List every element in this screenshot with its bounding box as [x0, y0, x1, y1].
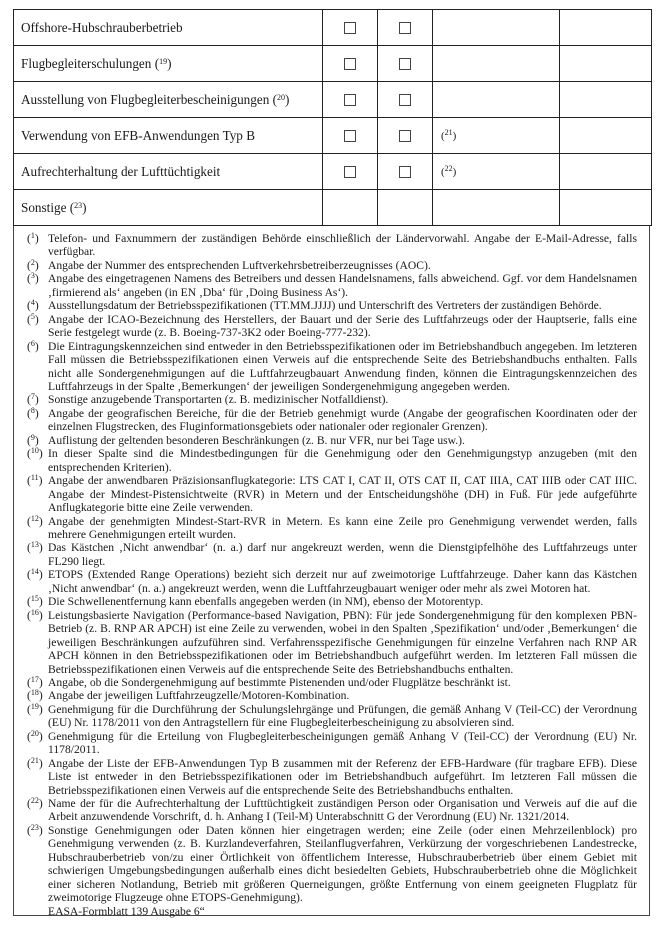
footnote-text: Telefon- und Faxnummern der zuständigen Behörde einschließlich der Ländervorwahl. Angabe der E-Mail-Adresse, falls verfügbar. — [48, 232, 637, 259]
checkbox-yes[interactable] — [344, 166, 356, 178]
table-row — [14, 118, 652, 154]
row-label: Ausstellung von Flugbegleiterbescheinigungen — [21, 91, 270, 107]
table-row — [14, 82, 652, 118]
footnote-text: Leistungsbasierte Navigation (Performance-based Navigation, PBN): Für jede Sondergenehmigung für den komplexen PBN-Betrieb (z. B. RNP AR APCH) ist eine Zeile zu verwenden, wobei in den Spalten ‚Spezifikation‘ und/oder ‚Bemerkungen‘ die jeweiligen Beschränkungen aufzuführen sind. Verfahrensspezifische Genehmigungen für einzelne Verfahren nach RNP AR APCH können in den Betriebsspezifikationen oder im Betriebshandbuch aufgeführt werden. Im letzteren Fall müssen die Betriebsspezifikationen einen Verweis auf die entsprechende Seite des Betriebshandbuchs enthalten. — [48, 608, 637, 676]
table-row — [14, 10, 652, 46]
footnote-item — [27, 609, 637, 676]
checkbox-no[interactable] — [399, 166, 411, 178]
specification-cell — [433, 190, 560, 226]
footnote-item — [27, 515, 637, 542]
row-label: Verwendung von EFB-Anwendungen Typ B — [21, 127, 255, 143]
footnote-number: ($^{12}$) — [27, 513, 43, 528]
footnotes-box — [13, 226, 650, 916]
footnote-number: ($^{11}$) — [27, 473, 43, 488]
footnote-number: ($^{22}$) — [27, 796, 43, 811]
footnote-text: Die Schwellenentfernung kann ebenfalls angegeben werden (in NM), ebenso der Motorentyp. — [48, 595, 484, 609]
footnote-item — [27, 272, 637, 299]
footnote-number: ($^{15}$) — [27, 594, 43, 609]
footnote-text: In dieser Spalte sind die Mindestbedingungen für die Genehmigung oder den Genehmigungstyp anzugeben (mit den entsprechenden Kriterien). — [48, 447, 637, 474]
checkbox-yes[interactable] — [344, 22, 356, 34]
footnote-number: ($^4$) — [27, 298, 39, 313]
checkbox-no[interactable] — [399, 22, 411, 34]
footnote-item — [27, 730, 637, 757]
footnote-text: Sonstige anzugebende Transportarten (z. B. medizinischer Notfalldienst). — [48, 393, 389, 407]
footnote-number: ($^{10}$) — [27, 446, 43, 461]
footnote-item — [27, 447, 637, 474]
remarks-cell — [560, 46, 652, 82]
footnote-text: Angabe der genehmigten Mindest-Start-RVR in Metern. Es kann eine Zeile pro Genehmigung verwendet werden, falls mehrere Genehmigungen erteilt wurden. — [48, 514, 637, 541]
checkbox-yes[interactable] — [344, 130, 356, 142]
footnote-item — [27, 541, 637, 568]
table-row — [14, 154, 652, 190]
footnote-number: ($^{16}$) — [27, 607, 43, 622]
row-label: Sonstige — [21, 199, 67, 215]
footnote-item — [27, 299, 637, 312]
footnote-ref: ($^{20}$) — [269, 91, 290, 107]
footnote-text: Angabe der jeweiligen Luftfahrzeugzelle/Motoren-Kombination. — [48, 689, 350, 703]
footnote-item — [27, 703, 637, 730]
footnote-item — [27, 676, 637, 689]
footnote-text: Angabe der ICAO-Bezeichnung des Herstellers, der Bauart und der Serie des Luftfahrzeugs oder der Hauptserie, falls eine Serie festgelegt wurde (z. B. Boeing-737-3K2 oder Boeing-777-232). — [48, 312, 637, 340]
remarks-cell — [560, 10, 652, 46]
footnote-item — [27, 824, 637, 905]
table-row — [14, 46, 652, 82]
footnote-text: Die Eintragungskennzeichen sind entweder in den Betriebsspezifikationen oder im Betriebshandbuch angegeben. Im letzteren Fall müssen die Betriebsspezifikationen einen Verweis auf die entsprechende Seite des Betriebshandbuchs enthalten. Falls nicht alle Sondergenehmigungen auf die Luftfahrzeugbauart Anwendung finden, können die Eintragungskennzeichen des Luftfahrzeugs in der Spalte ‚Bemerkungen‘ der jeweiligen Sondergenehmigung angegeben werden. — [48, 339, 637, 393]
footnote-ref: ($^{19}$) — [151, 55, 172, 71]
row-label-cell — [14, 10, 323, 46]
row-label: Offshore-Hubschrauberbetrieb — [21, 19, 183, 35]
document-page — [13, 9, 651, 916]
checkbox-cell-yes — [323, 118, 378, 154]
footnote-ref-number: 23 — [74, 200, 83, 210]
checkbox-cell-no — [378, 118, 433, 154]
row-label: Aufrechterhaltung der Lufttüchtigkeit — [21, 163, 221, 179]
footnote-text: Angabe der geografischen Bereiche, für die der Betrieb genehmigt wurde (Angabe der geografischen Koordinaten oder der einzelnen Flugstrecken, des Fluginformationsgebiets oder nationaler oder regionaler Grenzen). — [48, 406, 637, 434]
note-ref-number: 21 — [444, 127, 453, 137]
footnote-number: ($^{17}$) — [27, 674, 43, 689]
footnote-text: Das Kästchen ‚Nicht anwendbar‘ (n. a.) darf nur angekreuzt werden, wenn die Dienstgipfelhöhe des Luftfahrzeugs unter FL290 liegt. — [48, 541, 637, 568]
footnote-number: ($^2$) — [27, 257, 39, 272]
footnote-text: Angabe der Liste der EFB-Anwendungen Typ B zusammen mit der Referenz der EFB-Hardware (für tragbare EFB). Diese Liste ist entweder in den Betriebsspezifikationen oder im Betriebshandbuch aufgeführt. Im letzteren Fall müssen die Betriebsspezifikationen einen Verweis auf die entsprechende Seite des Betriebshandbuchs enthalten. — [48, 756, 637, 797]
row-label-cell — [14, 190, 323, 226]
footnote-number: ($^9$) — [27, 432, 39, 447]
checkbox-cell-no — [378, 10, 433, 46]
specification-cell — [433, 10, 560, 46]
specification-cell — [433, 82, 560, 118]
footnote-item — [27, 434, 637, 447]
footnote-text: Name der für die Aufrechterhaltung der Lufttüchtigkeit zuständigen Person oder Organisation und Verweis auf die auf die Arbeit anzuwendende Vorschrift, d. h. Anhang I (Teil-M) Unterabschnitt G der Verordnung (EU) Nr. 1321/2014. — [48, 797, 637, 824]
checkbox-cell-yes — [323, 154, 378, 190]
checkbox-cell-yes — [323, 82, 378, 118]
checkbox-cell-no — [378, 154, 433, 190]
footnote-number: ($^7$) — [27, 392, 39, 407]
row-label-cell — [14, 82, 323, 118]
checkbox-no[interactable] — [399, 130, 411, 142]
footnote-text: Auflistung der geltenden besonderen Beschränkungen (z. B. nur VFR, nur bei Tage usw.). — [48, 433, 465, 447]
footnote-text: Genehmigung für die Erteilung von Flugbegleiterbescheinigungen gemäß Anhang V (Teil-CC) der Verordnung (EU) Nr. 1178/2011. — [48, 729, 637, 757]
footnote-ref: ($^{23}$) — [66, 199, 87, 215]
footnote-item — [27, 232, 637, 259]
checkbox-cell-no — [378, 190, 433, 226]
footnote-number: ($^{21}$) — [27, 755, 43, 770]
checkbox-cell-no — [378, 46, 433, 82]
footnote-item — [27, 689, 637, 702]
checkbox-cell-no — [378, 82, 433, 118]
footnote-item — [27, 757, 637, 797]
specification-cell — [433, 46, 560, 82]
footnote-item — [27, 797, 637, 824]
footnote-item — [27, 474, 637, 514]
footnote-text: Angabe der Nummer des entsprechenden Luftverkehrsbetreiberzeugnisses (AOC). — [48, 258, 431, 272]
footnote-item — [27, 407, 637, 434]
footnote-number: ($^{14}$) — [27, 567, 43, 582]
remarks-cell — [560, 154, 652, 190]
note-ref-number: 22 — [444, 163, 453, 173]
footnote-text: Genehmigung für die Durchführung der Schulungslehrgänge und Prüfungen, die gemäß Anhang V (Teil-CC) der Verordnung (EU) Nr. 1178/2011 von den Antragstellern für eine Flugbegleiterbescheinigung zu absolvieren sind. — [48, 702, 637, 730]
footnote-number: ($^{13}$) — [27, 540, 43, 555]
footnote-number: ($^{23}$) — [27, 822, 43, 837]
footnote-text: ETOPS (Extended Range Operations) bezieht sich derzeit nur auf zweimotorige Luftfahrzeuge. Daher kann das Kästchen ‚Nicht anwendbar‘ (n. a.) angekreuzt werden, wenn die Luftfahrzeugbauart weniger oder mehr als zwei Motoren hat. — [48, 568, 637, 595]
remarks-cell — [560, 190, 652, 226]
footnote-number: ($^5$) — [27, 311, 39, 326]
footnote-list — [14, 226, 649, 905]
checkbox-yes[interactable] — [344, 58, 356, 70]
remarks-cell — [560, 82, 652, 118]
row-label-cell — [14, 118, 323, 154]
footnote-number: ($^8$) — [27, 405, 39, 420]
footnote-number: ($^6$) — [27, 338, 39, 353]
footnote-item — [27, 259, 637, 272]
footnote-number: ($^{20}$) — [27, 728, 43, 743]
checkbox-cell-yes — [323, 190, 378, 226]
footnote-text: Angabe der anwendbaren Präzisionsanflugkategorie: LTS CAT I, CAT II, OTS CAT II, CAT IIIA, CAT IIIB oder CAT IIIC. Angabe der Mindest-Pistensichtweite (RVR) in Metern und der Entscheidungshöhe (DH) in Fuß. Für jede aufgeführte Anflugkategorie bitte eine Zeile verwenden. — [48, 474, 637, 515]
remarks-cell — [560, 118, 652, 154]
row-label-cell — [14, 154, 323, 190]
specification-cell: ($^{22}$) — [433, 154, 560, 190]
footnote-item — [27, 393, 637, 406]
table-row — [14, 190, 652, 226]
checkbox-no[interactable] — [399, 58, 411, 70]
footnote-number: ($^{18}$) — [27, 688, 43, 703]
footnote-text: Ausstellungsdatum der Betriebsspezifikationen (TT.MM.JJJJ) und Unterschrift des Vertreters der zuständigen Behörde. — [48, 299, 602, 313]
footnote-ref-number: 20 — [277, 92, 286, 102]
checkbox-cell-yes — [323, 10, 378, 46]
footnote-number: ($^3$) — [27, 271, 39, 286]
footnote-text: Angabe des eingetragenen Namens des Betreibers und dessen Handelsnamens, falls abweichend. Ggf. vor dem Handelsnamen ‚firmierend als‘ angeben (in EN ‚Dba‘ für ‚Doing Business As‘). — [48, 272, 637, 299]
specification-cell: ($^{21}$) — [433, 118, 560, 154]
checkbox-cell-yes — [323, 46, 378, 82]
footnote-text: Angabe, ob die Sondergenehmigung auf bestimmte Pistenenden und/oder Flugplätze beschränkt ist. — [48, 675, 511, 689]
footnote-item — [27, 313, 637, 340]
footnote-item — [27, 595, 637, 608]
checkbox-yes[interactable] — [344, 94, 356, 106]
checkbox-no[interactable] — [399, 94, 411, 106]
footnote-item — [27, 340, 637, 394]
footnote-number: ($^1$) — [27, 231, 39, 245]
row-label: Flugbegleiterschulungen — [21, 55, 152, 71]
approvals-table — [13, 9, 652, 226]
form-reference: EASA-Formblatt 139 Ausgabe 6“ — [48, 904, 205, 918]
row-label-cell — [14, 46, 323, 82]
footnote-number: ($^{19}$) — [27, 701, 43, 716]
footnote-ref-number: 19 — [159, 56, 168, 66]
footnote-text: Sonstige Genehmigungen oder Daten können hier eingetragen werden; eine Zeile (oder einen Mehrzeilenblock) pro Genehmigung verwenden (z. B. Kurzlandeverfahren, Steilanflugverfahren, Verkürzung der vorgeschriebenen Landestrecke, Hubschrauberbetrieb von/zu einer Örtlichkeit von öffentlichem Interesse, Hubschrauberbetrieb über einem Gebiet mit schwierigen Umgebungsbedingungen außerhalb eines dicht besiedelten Gebiets, Hubschrauberbetrieb ohne die Möglichkeit einer sicheren Notlandung, Betrieb mit größeren Querneigungen, größte Entfernung von einem geeigneten Flugplatz für zweimotorige Flugzeuge ohne ETOPS-Genehmigung). — [48, 823, 637, 905]
footnote-item — [27, 568, 637, 595]
